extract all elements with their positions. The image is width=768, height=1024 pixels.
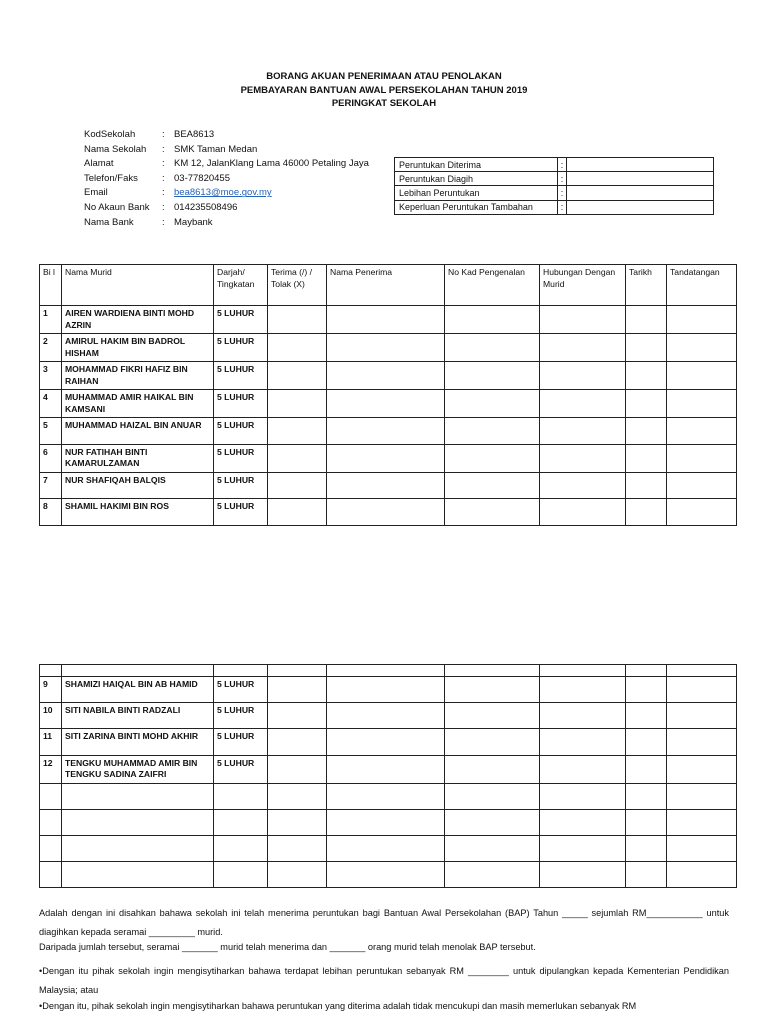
relationship-cell[interactable] bbox=[540, 729, 626, 755]
allocation-value bbox=[567, 200, 714, 214]
email-link[interactable]: bea8613@moe.gov.my bbox=[174, 187, 272, 199]
relationship-cell[interactable] bbox=[540, 677, 626, 703]
signature-cell[interactable] bbox=[667, 390, 737, 418]
signature-cell[interactable] bbox=[667, 729, 737, 755]
accept-reject-cell[interactable] bbox=[268, 729, 327, 755]
accept-reject-cell[interactable] bbox=[268, 703, 327, 729]
date-cell[interactable] bbox=[626, 334, 667, 362]
ic-number-cell[interactable] bbox=[445, 783, 540, 809]
accept-reject-cell[interactable] bbox=[268, 677, 327, 703]
column-header: Nama Murid bbox=[62, 265, 214, 306]
recipient-name-cell[interactable] bbox=[327, 809, 445, 835]
info-colon: : bbox=[162, 143, 165, 155]
school-info bbox=[84, 128, 369, 230]
info-label: Alamat bbox=[84, 158, 114, 170]
accept-reject-cell[interactable] bbox=[268, 444, 327, 472]
student-name: SITI NABILA BINTI RADZALI bbox=[62, 703, 214, 729]
recipient-name-cell[interactable] bbox=[327, 729, 445, 755]
recipient-name-cell[interactable] bbox=[327, 418, 445, 445]
accept-reject-cell[interactable] bbox=[268, 472, 327, 499]
relationship-cell[interactable] bbox=[540, 783, 626, 809]
signature-cell[interactable] bbox=[667, 862, 737, 888]
ic-number-cell[interactable] bbox=[445, 362, 540, 390]
table-header-row bbox=[40, 265, 737, 306]
relationship-cell[interactable] bbox=[540, 306, 626, 334]
student-level: 5 LUHUR bbox=[214, 390, 268, 418]
info-row bbox=[84, 172, 369, 187]
row-number bbox=[40, 835, 62, 861]
row-number bbox=[40, 783, 62, 809]
student-level: 5 LUHUR bbox=[214, 499, 268, 526]
accept-reject-cell[interactable] bbox=[268, 334, 327, 362]
info-label: Telefon/Faks bbox=[84, 172, 138, 184]
declaration-paragraph-4: •Dengan itu, pihak sekolah ingin mengisytiharkan bahawa peruntukan yang diterima adalah tidak mencukupi dan masih memerlukan sebanyak RM bbox=[39, 1001, 637, 1011]
accept-reject-cell[interactable] bbox=[268, 390, 327, 418]
accept-reject-cell[interactable] bbox=[268, 418, 327, 445]
student-level: 5 LUHUR bbox=[214, 306, 268, 334]
row-number: 12 bbox=[40, 755, 62, 783]
student-name: MUHAMMAD HAIZAL BIN ANUAR bbox=[62, 418, 214, 445]
signature-cell[interactable] bbox=[667, 703, 737, 729]
row-number: 3 bbox=[40, 362, 62, 390]
table-row bbox=[40, 472, 737, 499]
signature-cell[interactable] bbox=[667, 334, 737, 362]
student-level: 5 LUHUR bbox=[214, 418, 268, 445]
row-number: 4 bbox=[40, 390, 62, 418]
recipient-name-cell[interactable] bbox=[327, 783, 445, 809]
student-name: NUR SHAFIQAH BALQIS bbox=[62, 472, 214, 499]
relationship-cell[interactable] bbox=[540, 703, 626, 729]
ic-number-cell[interactable] bbox=[445, 729, 540, 755]
student-name: AMIRUL HAKIM BIN BADROL HISHAM bbox=[62, 334, 214, 362]
ic-number-cell[interactable] bbox=[445, 334, 540, 362]
accept-reject-cell[interactable] bbox=[268, 362, 327, 390]
recipient-name-cell[interactable] bbox=[327, 677, 445, 703]
column-header: Nama Penerima bbox=[327, 265, 445, 306]
info-colon: : bbox=[162, 187, 165, 199]
info-value: SMK Taman Medan bbox=[174, 143, 258, 155]
allocation-value bbox=[567, 186, 714, 200]
empty-cell bbox=[626, 665, 667, 677]
table-row bbox=[40, 729, 737, 755]
empty-cell bbox=[214, 665, 268, 677]
date-cell[interactable] bbox=[626, 306, 667, 334]
declaration-paragraph-1: Adalah dengan ini disahkan bahawa sekolah ini telah menerima peruntukan bagi Bantuan Awal Persekolahan (BAP) Tahun _____ sejumlah RM___________ untuk diagihkan kepada seramai _________ murid. bbox=[39, 908, 729, 937]
title-line-1: BORANG AKUAN PENERIMAAN ATAU PENOLAKAN bbox=[266, 71, 502, 82]
recipient-name-cell[interactable] bbox=[327, 306, 445, 334]
allocation-label: Lebihan Peruntukan bbox=[395, 186, 558, 200]
row-number: 8 bbox=[40, 499, 62, 526]
table-row bbox=[40, 334, 737, 362]
allocation-colon: : bbox=[558, 200, 567, 214]
accept-reject-cell[interactable] bbox=[268, 783, 327, 809]
accept-reject-cell[interactable] bbox=[268, 306, 327, 334]
allocation-row bbox=[395, 186, 714, 200]
empty-cell bbox=[268, 665, 327, 677]
date-cell[interactable] bbox=[626, 783, 667, 809]
date-cell[interactable] bbox=[626, 809, 667, 835]
column-header: No Kad Pengenalan bbox=[445, 265, 540, 306]
allocation-label: Keperluan Peruntukan Tambahan bbox=[395, 200, 558, 214]
signature-cell[interactable] bbox=[667, 499, 737, 526]
date-cell[interactable] bbox=[626, 390, 667, 418]
table-row bbox=[40, 809, 737, 835]
student-name: SHAMIZI HAIQAL BIN AB HAMID bbox=[62, 677, 214, 703]
relationship-cell[interactable] bbox=[540, 755, 626, 783]
table-row bbox=[40, 306, 737, 334]
table-row bbox=[40, 783, 737, 809]
accept-reject-cell[interactable] bbox=[268, 499, 327, 526]
date-cell[interactable] bbox=[626, 862, 667, 888]
row-number bbox=[40, 862, 62, 888]
student-name bbox=[62, 835, 214, 861]
info-row bbox=[84, 201, 369, 216]
relationship-cell[interactable] bbox=[540, 499, 626, 526]
info-label: Nama Bank bbox=[84, 216, 134, 228]
ic-number-cell[interactable] bbox=[445, 444, 540, 472]
allocation-value bbox=[567, 172, 714, 186]
table-continuation-row bbox=[40, 665, 737, 677]
info-label: KodSekolah bbox=[84, 129, 136, 140]
column-header: Hubungan Dengan Murid bbox=[540, 265, 626, 306]
student-level: 5 LUHUR bbox=[214, 755, 268, 783]
ic-number-cell[interactable] bbox=[445, 472, 540, 499]
row-number: 10 bbox=[40, 703, 62, 729]
ic-number-cell[interactable] bbox=[445, 809, 540, 835]
recipient-name-cell[interactable] bbox=[327, 835, 445, 861]
student-level: 5 LUHUR bbox=[214, 334, 268, 362]
allocation-value bbox=[567, 158, 714, 172]
allocation-row bbox=[395, 200, 714, 214]
signature-cell[interactable] bbox=[667, 677, 737, 703]
info-value: BEA8613 bbox=[174, 129, 215, 140]
student-name: SHAMIL HAKIMI BIN ROS bbox=[62, 499, 214, 526]
recipient-name-cell[interactable] bbox=[327, 862, 445, 888]
relationship-cell[interactable] bbox=[540, 835, 626, 861]
form-title bbox=[0, 70, 768, 111]
student-table-page-1 bbox=[39, 264, 737, 526]
empty-cell bbox=[667, 665, 737, 677]
date-cell[interactable] bbox=[626, 418, 667, 445]
relationship-cell[interactable] bbox=[540, 362, 626, 390]
table-row bbox=[40, 418, 737, 445]
info-label: Email bbox=[84, 187, 108, 199]
student-name bbox=[62, 809, 214, 835]
table-row bbox=[40, 862, 737, 888]
info-value: Maybank bbox=[174, 216, 213, 228]
column-header: Tarikh bbox=[626, 265, 667, 306]
signature-cell[interactable] bbox=[667, 783, 737, 809]
date-cell[interactable] bbox=[626, 835, 667, 861]
allocation-label: Peruntukan Diterima bbox=[395, 158, 558, 172]
table-row bbox=[40, 835, 737, 861]
recipient-name-cell[interactable] bbox=[327, 444, 445, 472]
info-colon: : bbox=[162, 129, 165, 140]
empty-cell bbox=[327, 665, 445, 677]
signature-cell[interactable] bbox=[667, 755, 737, 783]
student-name: AIREN WARDIENA BINTI MOHD AZRIN bbox=[62, 306, 214, 334]
row-number: 11 bbox=[40, 729, 62, 755]
student-level bbox=[214, 862, 268, 888]
signature-cell[interactable] bbox=[667, 444, 737, 472]
signature-cell[interactable] bbox=[667, 362, 737, 390]
allocation-colon: : bbox=[558, 158, 567, 172]
title-line-2: PEMBAYARAN BANTUAN AWAL PERSEKOLAHAN TAHUN 2019 bbox=[240, 84, 528, 96]
relationship-cell[interactable] bbox=[540, 334, 626, 362]
recipient-name-cell[interactable] bbox=[327, 755, 445, 783]
allocation-row bbox=[395, 172, 714, 186]
student-level: 5 LUHUR bbox=[214, 472, 268, 499]
student-name: TENGKU MUHAMMAD AMIR BIN TENGKU SADINA ZAIFRI bbox=[62, 755, 214, 783]
empty-cell bbox=[540, 665, 626, 677]
empty-cell bbox=[62, 665, 214, 677]
signature-cell[interactable] bbox=[667, 835, 737, 861]
student-table-page-2 bbox=[39, 664, 737, 888]
row-number: 6 bbox=[40, 444, 62, 472]
student-name bbox=[62, 783, 214, 809]
info-colon: : bbox=[162, 201, 165, 213]
allocation-colon: : bbox=[558, 186, 567, 200]
ic-number-cell[interactable] bbox=[445, 499, 540, 526]
info-value: 014235508496 bbox=[174, 201, 238, 213]
column-header: Darjah/ Tingkatan bbox=[214, 265, 268, 306]
info-row bbox=[84, 186, 369, 201]
info-row bbox=[84, 216, 369, 231]
student-name: SITI ZARINA BINTI MOHD AKHIR bbox=[62, 729, 214, 755]
ic-number-cell[interactable] bbox=[445, 755, 540, 783]
table-row bbox=[40, 499, 737, 526]
column-header: Terima (/) / Tolak (X) bbox=[268, 265, 327, 306]
date-cell[interactable] bbox=[626, 444, 667, 472]
signature-cell[interactable] bbox=[667, 418, 737, 445]
recipient-name-cell[interactable] bbox=[327, 390, 445, 418]
relationship-cell[interactable] bbox=[540, 809, 626, 835]
declaration-paragraph-2: Daripada jumlah tersebut, seramai _______ murid telah menerima dan _______ orang murid telah menolak BAP tersebut. bbox=[39, 942, 536, 952]
student-level: 5 LUHUR bbox=[214, 703, 268, 729]
relationship-cell[interactable] bbox=[540, 444, 626, 472]
info-value: KM 12, JalanKlang Lama 46000 Petaling Jaya bbox=[174, 158, 369, 170]
allocation-table bbox=[394, 157, 714, 215]
row-number bbox=[40, 809, 62, 835]
student-name: MUHAMMAD AMIR HAIKAL BIN KAMSANI bbox=[62, 390, 214, 418]
relationship-cell[interactable] bbox=[540, 862, 626, 888]
accept-reject-cell[interactable] bbox=[268, 809, 327, 835]
info-colon: : bbox=[162, 172, 165, 184]
info-row bbox=[84, 143, 369, 158]
student-level bbox=[214, 809, 268, 835]
date-cell[interactable] bbox=[626, 755, 667, 783]
signature-cell[interactable] bbox=[667, 472, 737, 499]
date-cell[interactable] bbox=[626, 729, 667, 755]
student-level: 5 LUHUR bbox=[214, 362, 268, 390]
date-cell[interactable] bbox=[626, 703, 667, 729]
table-row bbox=[40, 362, 737, 390]
ic-number-cell[interactable] bbox=[445, 306, 540, 334]
ic-number-cell[interactable] bbox=[445, 862, 540, 888]
date-cell[interactable] bbox=[626, 499, 667, 526]
date-cell[interactable] bbox=[626, 677, 667, 703]
student-level: 5 LUHUR bbox=[214, 729, 268, 755]
row-number: 7 bbox=[40, 472, 62, 499]
ic-number-cell[interactable] bbox=[445, 703, 540, 729]
student-name: NUR FATIHAH BINTI KAMARULZAMAN bbox=[62, 444, 214, 472]
empty-cell bbox=[40, 665, 62, 677]
info-value: 03-77820455 bbox=[174, 172, 230, 184]
title-line-3: PERINGKAT SEKOLAH bbox=[331, 98, 437, 109]
recipient-name-cell[interactable] bbox=[327, 472, 445, 499]
student-level bbox=[214, 835, 268, 861]
signature-cell[interactable] bbox=[667, 809, 737, 835]
row-number: 2 bbox=[40, 334, 62, 362]
info-row bbox=[84, 128, 369, 143]
recipient-name-cell[interactable] bbox=[327, 703, 445, 729]
info-label: Nama Sekolah bbox=[84, 143, 147, 155]
recipient-name-cell[interactable] bbox=[327, 334, 445, 362]
table-row bbox=[40, 703, 737, 729]
column-header: Bi l bbox=[40, 265, 62, 306]
student-name bbox=[62, 862, 214, 888]
row-number: 1 bbox=[40, 306, 62, 334]
student-name: MOHAMMAD FIKRI HAFIZ BIN RAIHAN bbox=[62, 362, 214, 390]
allocation-colon: : bbox=[558, 172, 567, 186]
allocation-row bbox=[395, 158, 714, 172]
student-level: 5 LUHUR bbox=[214, 677, 268, 703]
signature-cell[interactable] bbox=[667, 306, 737, 334]
info-colon: : bbox=[162, 216, 165, 228]
ic-number-cell[interactable] bbox=[445, 418, 540, 445]
row-number: 9 bbox=[40, 677, 62, 703]
ic-number-cell[interactable] bbox=[445, 677, 540, 703]
student-level bbox=[214, 783, 268, 809]
recipient-name-cell[interactable] bbox=[327, 499, 445, 526]
table-row bbox=[40, 444, 737, 472]
accept-reject-cell[interactable] bbox=[268, 862, 327, 888]
ic-number-cell[interactable] bbox=[445, 835, 540, 861]
ic-number-cell[interactable] bbox=[445, 390, 540, 418]
date-cell[interactable] bbox=[626, 362, 667, 390]
accept-reject-cell[interactable] bbox=[268, 755, 327, 783]
empty-cell bbox=[445, 665, 540, 677]
accept-reject-cell[interactable] bbox=[268, 835, 327, 861]
date-cell[interactable] bbox=[626, 472, 667, 499]
table-row bbox=[40, 755, 737, 783]
info-row bbox=[84, 157, 369, 172]
recipient-name-cell[interactable] bbox=[327, 362, 445, 390]
info-colon: : bbox=[162, 158, 165, 170]
student-level: 5 LUHUR bbox=[214, 444, 268, 472]
relationship-cell[interactable] bbox=[540, 390, 626, 418]
info-label: No Akaun Bank bbox=[84, 201, 150, 213]
relationship-cell[interactable] bbox=[540, 472, 626, 499]
relationship-cell[interactable] bbox=[540, 418, 626, 445]
allocation-label: Peruntukan Diagih bbox=[395, 172, 558, 186]
column-header: Tandatangan bbox=[667, 265, 737, 306]
declaration-paragraph-3: •Dengan itu pihak sekolah ingin mengisytiharkan bahawa terdapat lebihan peruntukan sebanyak RM ________ untuk dipulangkan kepada Kementerian Pendidikan Malaysia; atau bbox=[39, 966, 729, 995]
row-number: 5 bbox=[40, 418, 62, 445]
table-row bbox=[40, 390, 737, 418]
table-row bbox=[40, 677, 737, 703]
